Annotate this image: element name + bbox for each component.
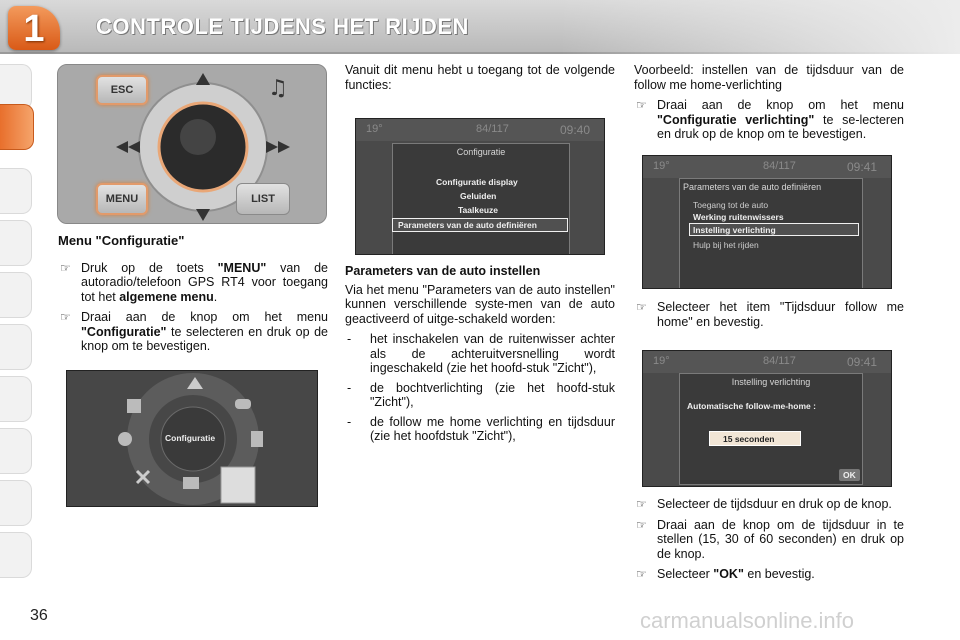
screen-configuratie bbox=[355, 118, 605, 255]
bullet-text: Druk op de toets bbox=[81, 260, 218, 275]
menu-box bbox=[679, 373, 863, 485]
dash-text: de bochtverlichting (zie het hoofd-stuk "Zicht"), bbox=[370, 380, 615, 409]
status-temp: 19° bbox=[653, 160, 670, 172]
chapter-badge bbox=[8, 6, 60, 50]
screen-status-bar bbox=[356, 119, 604, 141]
menu-title: Configuratie bbox=[456, 147, 506, 157]
screen-status-bar bbox=[643, 351, 891, 373]
pointing-hand-icon: ☞ bbox=[636, 567, 647, 581]
dash-item: - de bochtverlichting (zie het hoofd-stuk "Zicht"), bbox=[347, 380, 615, 409]
section-title-parameters: Parameters van de auto instellen bbox=[345, 264, 541, 278]
page-number: 36 bbox=[30, 607, 48, 624]
menu-item[interactable]: Geluiden bbox=[460, 191, 497, 201]
pointing-hand-icon: ☞ bbox=[636, 300, 647, 314]
bullet-text: te selecteren en druk op de knop om te bevestigen. bbox=[81, 324, 328, 353]
section-title-menu-configuratie: Menu "Configuratie" bbox=[58, 233, 185, 248]
bullet-text: Draai aan de knop om het menu bbox=[81, 310, 328, 324]
list-button[interactable]: LIST bbox=[236, 183, 290, 215]
music-note-icon: ♫ bbox=[268, 76, 288, 101]
status-track: 84/117 bbox=[476, 123, 509, 135]
bullet-text: Selecteer bbox=[657, 567, 714, 581]
side-tab[interactable] bbox=[0, 376, 32, 422]
watermark: carmanualsonline.info bbox=[640, 608, 855, 633]
pointing-hand-icon: ☞ bbox=[60, 260, 71, 275]
menu-item-selected[interactable]: Instelling verlichting bbox=[693, 225, 776, 235]
dash-item: - de follow me home verlichting en tijdsduur (zie het hoofdstuk "Zicht"), bbox=[347, 414, 615, 443]
pointing-hand-icon: ☞ bbox=[636, 497, 647, 511]
dash-text: de follow me home verlichting en tijdsduur (zie het hoofdstuk "Zicht"), bbox=[370, 414, 615, 443]
screen-instelling-verlichting bbox=[642, 350, 892, 487]
right-text-mid bbox=[634, 300, 904, 335]
bullet-item bbox=[634, 300, 904, 329]
left-text-column bbox=[58, 234, 328, 360]
bullet-item bbox=[58, 261, 328, 305]
bullet-item bbox=[634, 518, 904, 562]
phone-icon bbox=[251, 431, 263, 447]
navigation-icon bbox=[118, 432, 132, 446]
bullet-bold: "OK" bbox=[713, 567, 744, 581]
menu-item[interactable]: Hulp bij het rijden bbox=[693, 240, 759, 250]
menu-button[interactable]: MENU bbox=[96, 183, 148, 215]
side-tab[interactable] bbox=[0, 272, 32, 318]
pointing-hand-icon: ☞ bbox=[636, 517, 647, 532]
right-text-bottom bbox=[634, 497, 904, 588]
dash-item: - het inschakelen van de ruitenwisser achter als de achteruitversnelling wordt ingeschakeld (zie het hoofd-stuk "Zicht"), bbox=[347, 332, 615, 375]
side-tab[interactable] bbox=[0, 480, 32, 526]
menu-wheel-image bbox=[66, 370, 318, 507]
book-icon bbox=[127, 399, 141, 413]
pointing-hand-icon: ☞ bbox=[636, 98, 647, 112]
menu-item[interactable]: Toegang tot de auto bbox=[693, 200, 769, 210]
menu-item[interactable]: Configuratie display bbox=[436, 177, 518, 187]
bullet-text: van de autoradio/telefoon GPS RT4 voor toegang tot het bbox=[81, 260, 328, 304]
setting-label: Automatische follow-me-home : bbox=[687, 401, 816, 411]
wheel-label: Configuratie bbox=[165, 433, 216, 443]
bullet-text: Draai aan de knop om het menu bbox=[657, 98, 904, 112]
bullet-bold: algemene menu bbox=[119, 289, 214, 304]
bullet-item bbox=[58, 310, 328, 354]
menu-title: Instelling verlichting bbox=[731, 377, 811, 387]
bullet-text: Selecteer de tijdsduur en druk op de knop. bbox=[657, 497, 892, 511]
side-tab-active[interactable] bbox=[0, 104, 34, 150]
bullet-text: Draai aan de knop om de tijdsduur in te stellen (15, 30 of 60 seconden) en druk op de knop. bbox=[657, 517, 904, 561]
menu-item-selected[interactable]: Parameters van de auto definiëren bbox=[398, 220, 537, 230]
status-temp: 19° bbox=[366, 123, 383, 135]
bullet-item bbox=[634, 497, 904, 512]
bullet-bold: "Configuratie" bbox=[81, 324, 167, 339]
esc-button[interactable]: ESC bbox=[96, 75, 148, 105]
pointing-hand-icon: ☞ bbox=[60, 310, 71, 324]
status-track: 84/117 bbox=[763, 160, 796, 172]
bullet-text: en bevestig. bbox=[743, 567, 815, 581]
middle-text-column bbox=[345, 264, 615, 449]
bullet-text: te se-lecteren en druk op de knop om te bevestigen. bbox=[657, 112, 904, 141]
screen-status-bar bbox=[643, 156, 891, 178]
side-tab[interactable] bbox=[0, 220, 32, 266]
status-time: 09:41 bbox=[847, 160, 878, 174]
bullet-bold: "MENU" bbox=[217, 260, 267, 275]
radio-icon bbox=[183, 477, 199, 489]
bullet-text: Selecteer het item "Tijdsduur follow me home" en bevestig. bbox=[657, 300, 904, 329]
middle-body: Via het menu "Parameters van de auto instellen" kunnen verschillende syste-men van de auto geactiveerd of uitge-schakeld worden: bbox=[345, 282, 615, 326]
dash-text: het inschakelen van de ruitenwisser achter als de achteruitversnelling wordt ingeschakeld (zie het hoofd-stuk "Zicht"), bbox=[370, 332, 615, 375]
screen-parameters bbox=[642, 155, 892, 289]
chapter-title: CONTROLE TIJDENS HET RIJDEN bbox=[96, 14, 469, 39]
side-tab[interactable] bbox=[0, 168, 32, 214]
status-track: 84/117 bbox=[763, 355, 796, 367]
right-intro: Voorbeeld: instellen van de tijdsduur van de follow me home-verlichting bbox=[634, 63, 904, 92]
control-panel-photo bbox=[57, 64, 327, 224]
side-tab[interactable] bbox=[0, 428, 32, 474]
bullet-item bbox=[634, 98, 904, 142]
menu-item[interactable]: Taalkeuze bbox=[458, 205, 499, 215]
header-fade bbox=[560, 0, 960, 54]
side-tab[interactable] bbox=[0, 532, 32, 578]
status-time: 09:40 bbox=[560, 123, 591, 137]
right-text-top bbox=[634, 63, 904, 148]
side-tab[interactable] bbox=[0, 324, 32, 370]
value-text: 15 seconden bbox=[723, 434, 775, 444]
ok-button[interactable]: OK bbox=[839, 469, 860, 481]
middle-intro: Vanuit dit menu hebt u toegang tot de volgende functies: bbox=[345, 63, 615, 92]
menu-title: Parameters van de auto definiëren bbox=[683, 182, 822, 192]
status-temp: 19° bbox=[653, 355, 670, 367]
status-time: 09:41 bbox=[847, 355, 878, 369]
side-tabs bbox=[0, 56, 36, 576]
bullet-bold: "Configuratie verlichting" bbox=[657, 112, 815, 127]
chapter-number: 1 bbox=[23, 8, 45, 50]
car-icon bbox=[235, 399, 251, 409]
bullet-text: . bbox=[213, 289, 218, 304]
bullet-item bbox=[634, 567, 904, 582]
menu-item[interactable]: Werking ruitenwissers bbox=[693, 212, 784, 222]
configuratie-icon bbox=[221, 467, 255, 503]
